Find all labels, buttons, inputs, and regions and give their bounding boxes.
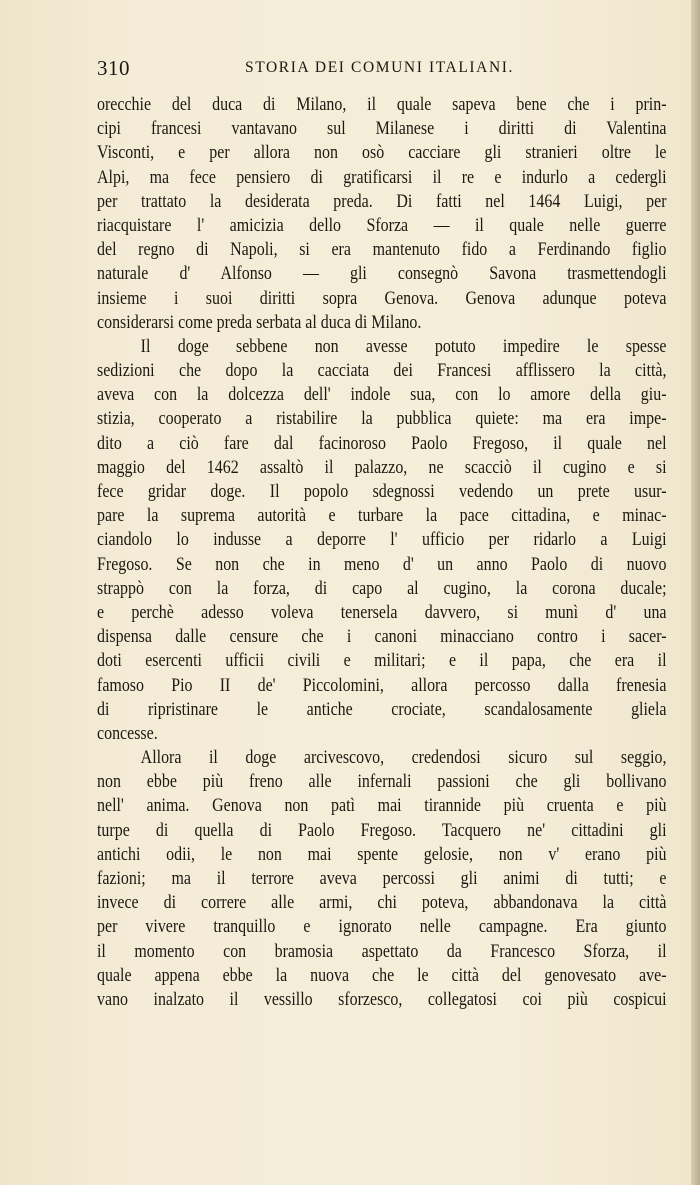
text-line: il momento con bramosia aspettato da Francesco Sforza, il	[97, 940, 667, 962]
page-edge	[691, 0, 700, 1185]
text-line: concesse.	[97, 722, 158, 744]
text-line: fece gridar doge. Il popolo sdegnossi vedendo un prete usur-	[97, 481, 667, 502]
text-line: nell' anima. Genova non patì mai tirannide più cruenta e più	[97, 795, 667, 817]
text-line: fazioni; ma il terrore aveva percossi gli animi di tutti; e	[97, 868, 667, 889]
text-line: non ebbe più freno alle infernali passioni che gli bollivano	[97, 771, 667, 793]
text-line: per vivere tranquillo e ignorato nelle campagne. Era giunto	[97, 916, 667, 938]
text-line: invece di correre alle armi, chi poteva, abbandonava la città	[97, 892, 667, 914]
text-line: famoso Pio II de' Piccolomini, allora percosso dalla frenesia	[97, 674, 667, 696]
text-line: ciandolo lo indusse a deporre l' ufficio per ridarlo a Luigi	[97, 529, 667, 551]
text-line: Alpi, ma fece pensiero di gratificarsi il re e indurlo a cedergli	[97, 166, 667, 188]
text-line: del regno di Napoli, si era mantenuto fido a Ferdinando figlio	[97, 239, 667, 261]
text-line: riacquistare l' amicizia dello Sforza — il quale nelle guerre	[97, 214, 667, 236]
paragraph-start-line: Il doge sebbene non avesse potuto impedire le spesse	[140, 335, 667, 357]
text-line: maggio del 1462 assaltò il palazzo, ne scacciò il cugino e si	[97, 456, 667, 478]
text-line: stizia, cooperato a ristabilire la pubblica quiete: ma era impe-	[97, 408, 667, 430]
text-line: dispensa dalle censure che i canoni minacciano contro i sacer-	[97, 626, 667, 648]
text-line: naturale d' Alfonso — gli consegnò Savona trasmettendogli	[97, 263, 667, 285]
running-title: STORIA DEI COMUNI ITALIANI.	[245, 59, 514, 76]
text-line: sedizioni che dopo la cacciata dei Francesi afflissero la città,	[97, 360, 667, 382]
text-line: pare la suprema autorità e turbare la pace cittadina, e minac-	[97, 505, 667, 527]
page-header	[97, 56, 669, 82]
text-line: Fregoso. Se non che in meno d' un anno Paolo di nuovo	[97, 553, 667, 575]
text-line: quale appena ebbe la nuova che le città del genovesato ave-	[97, 964, 667, 986]
text-line: vano inalzato il vessillo sforzesco, collegatosi coi più cospicui	[97, 988, 667, 1010]
body-text	[97, 93, 667, 1012]
page-number: 310	[97, 56, 130, 80]
text-line: dito a ciò fare dal facinoroso Paolo Fregoso, il quale nel	[97, 432, 667, 454]
text-line: orecchie del duca di Milano, il quale sapeva bene che i prin-	[97, 94, 667, 115]
text-line: aveva con la dolcezza dell' indole sua, con lo amore della giu-	[97, 384, 667, 406]
text-line: cipi francesi vantavano sul Milanese i diritti di Valentina	[97, 118, 667, 140]
text-line: e perchè adesso voleva tenersela davvero, si munì d' una	[97, 601, 667, 623]
text-line: antichi odii, le non mai spente gelosie, non v' erano più	[97, 843, 667, 865]
text-line: insieme i suoi diritti sopra Genova. Genova adunque poteva	[97, 287, 667, 309]
text-line: strappò con la forza, di capo al cugino, la corona ducale;	[97, 577, 667, 599]
paragraph-start-line: Allora il doge arcivescovo, credendosi sicuro sul seggio,	[140, 747, 667, 769]
text-line: turpe di quella di Paolo Fregoso. Tacquero ne' cittadini gli	[97, 819, 667, 841]
text-line: Visconti, e per allora non osò cacciare gli stranieri oltre le	[97, 142, 667, 164]
text-line: doti esercenti ufficii civili e militari; e il papa, che era il	[97, 650, 667, 672]
text-line: per trattato la desiderata preda. Di fatti nel 1464 Luigi, per	[97, 190, 667, 212]
text-line: di ripristinare le antiche crociate, scandalosamente gliela	[97, 698, 667, 720]
text-line: considerarsi come preda serbata al duca di Milano.	[97, 311, 422, 333]
